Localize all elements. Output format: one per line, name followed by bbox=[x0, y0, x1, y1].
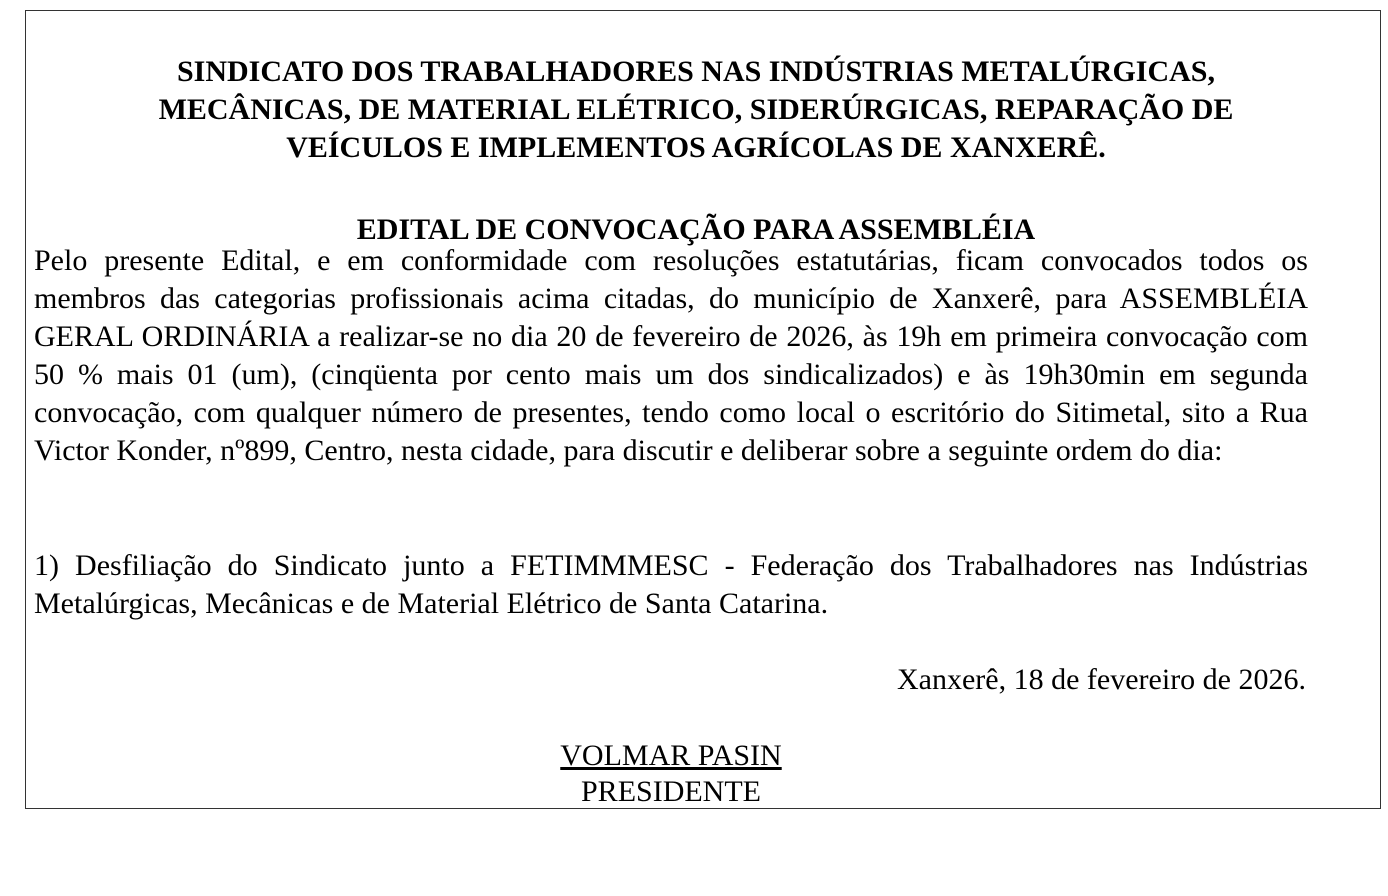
notice-title: EDITAL DE CONVOCAÇÃO PARA ASSEMBLÉIA bbox=[356, 213, 1036, 246]
header-line-2: MECÂNICAS, DE MATERIAL ELÉTRICO, SIDERÚRGICAS, REPARAÇÃO DE bbox=[158, 93, 1234, 126]
notice-box bbox=[25, 10, 1381, 809]
signatory-role: PRESIDENTE bbox=[581, 775, 761, 808]
union-header bbox=[56, 53, 1336, 167]
convocation-paragraph: Pelo presente Edital, e em conformidade com resoluções estatutárias, ficam convocados todos os membros das categorias profissionais acima citadas, do município de Xanxerê, para ASSEMBLÉIA GERAL ORDINÁRIA a realizar-se no dia 20 de fevereiro de 2026, às 19h em primeira convocação com 50 % mais 01 (um), (cinqüenta por cento mais um dos sindicalizados) e às 19h30min em segunda convocação, com qualquer número de presentes, tendo como local o escritório do Sitimetal, sito a Rua Victor Konder, nº899, Centro, nesta cidade, para discutir e deliberar sobre a seguinte ordem do dia: bbox=[34, 244, 1308, 467]
header-line-1: SINDICATO DOS TRABALHADORES NAS INDÚSTRIAS METALÚRGICAS, bbox=[176, 55, 1215, 88]
header-line-3: VEÍCULOS E IMPLEMENTOS AGRÍCOLAS DE XANXERÊ. bbox=[286, 131, 1106, 164]
agenda-item: 1) Desfiliação do Sindicato junto a FETIMMMESC - Federação dos Trabalhadores nas Indústrias Metalúrgicas, Mecânicas e de Material Elétrico de Santa Catarina. bbox=[34, 549, 1308, 620]
signatory-name: VOLMAR PASIN bbox=[560, 739, 782, 772]
date-line: Xanxerê, 18 de fevereiro de 2026. bbox=[897, 663, 1306, 696]
